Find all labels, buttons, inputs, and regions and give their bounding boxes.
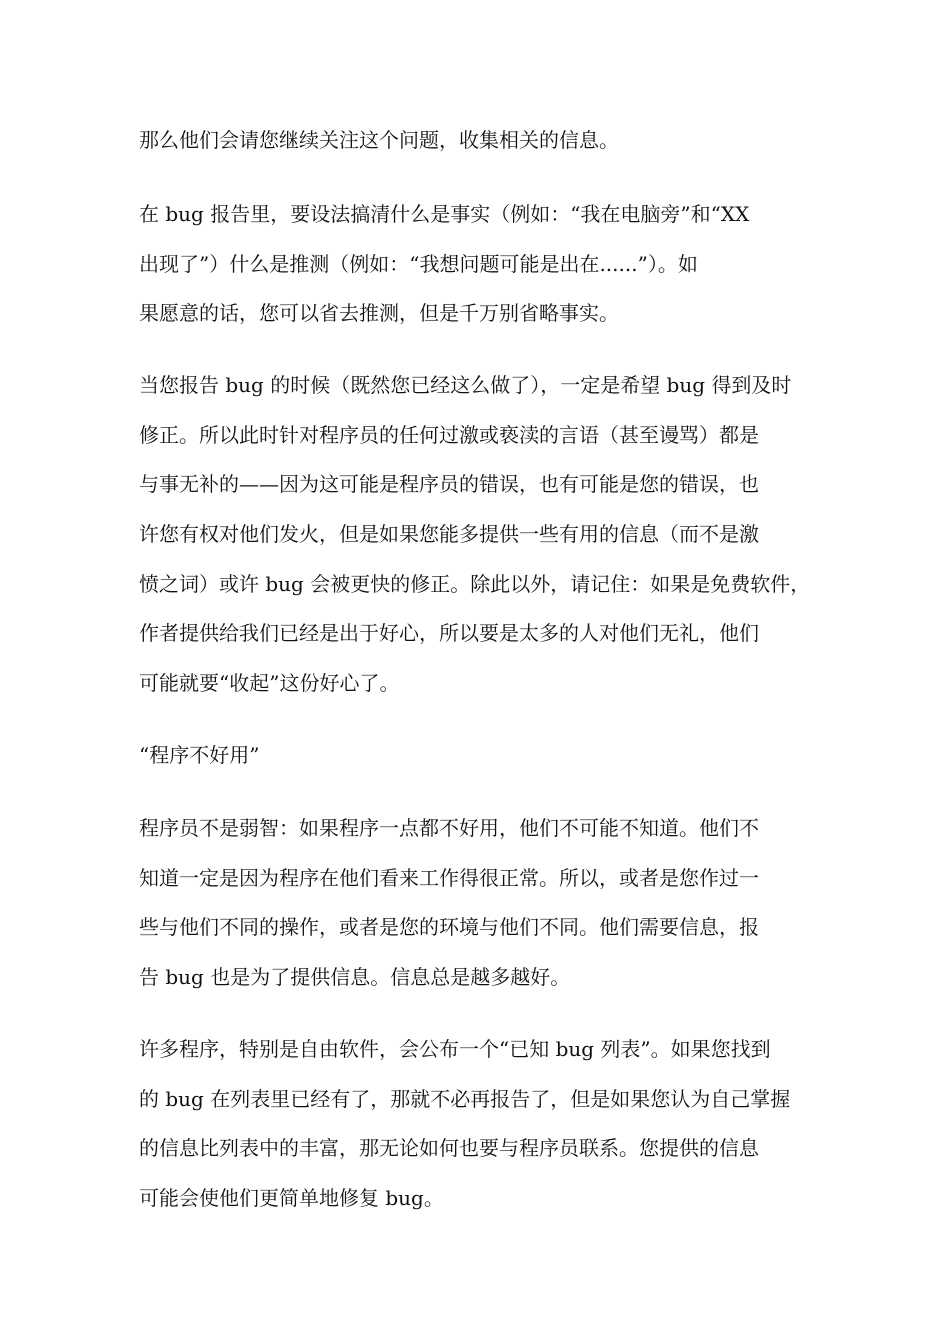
text-line: 作者提供给我们已经是出于好心，所以要是太多的人对他们无礼，他们: [139, 621, 759, 645]
text-line: 许多程序，特别是自由软件，会公布一个“已知 bug 列表”。如果您找到: [139, 1037, 771, 1061]
text-line: 的 bug 在列表里已经有了，那就不必再报告了，但是如果您认为自己掌握: [139, 1087, 791, 1111]
text-line: 告 bug 也是为了提供信息。信息总是越多越好。: [139, 965, 571, 989]
text-line: 果愿意的话，您可以省去推测，但是千万别省略事实。: [139, 301, 619, 325]
text-line: 可能会使他们更简单地修复 bug。: [139, 1186, 444, 1210]
text-line: 知道一定是因为程序在他们看来工作得很正常。所以，或者是您作过一: [139, 866, 759, 890]
text-line: 些与他们不同的操作，或者是您的环境与他们不同。他们需要信息，报: [139, 915, 759, 939]
text-line: 在 bug 报告里，要设法搞清什么是事实（例如：“我在电脑旁”和“XX: [139, 202, 750, 226]
text-line: 出现了”）什么是推测（例如：“我想问题可能是出在......”）。如: [139, 252, 698, 276]
text-line: 可能就要“收起”这份好心了。: [139, 671, 400, 695]
text-line: 修正。所以此时针对程序员的任何过激或亵渎的言语（甚至谩骂）都是: [139, 423, 759, 447]
text-line: 那么他们会请您继续关注这个问题，收集相关的信息。: [139, 128, 619, 152]
text-line: 当您报告 bug 的时候（既然您已经这么做了），一定是希望 bug 得到及时: [139, 373, 792, 397]
text-line: 的信息比列表中的丰富，那无论如何也要与程序员联系。您提供的信息: [139, 1136, 759, 1160]
text-line: 程序员不是弱智：如果程序一点都不好用，他们不可能不知道。他们不: [139, 816, 759, 840]
section-heading: “程序不好用”: [139, 743, 260, 767]
text-line: 许您有权对他们发火，但是如果您能多提供一些有用的信息（而不是激: [139, 522, 759, 546]
text-line: 与事无补的——因为这可能是程序员的错误，也有可能是您的错误，也: [139, 472, 759, 496]
text-line: 愤之词）或许 bug 会被更快的修正。除此以外，请记住：如果是免费软件，: [139, 572, 811, 596]
